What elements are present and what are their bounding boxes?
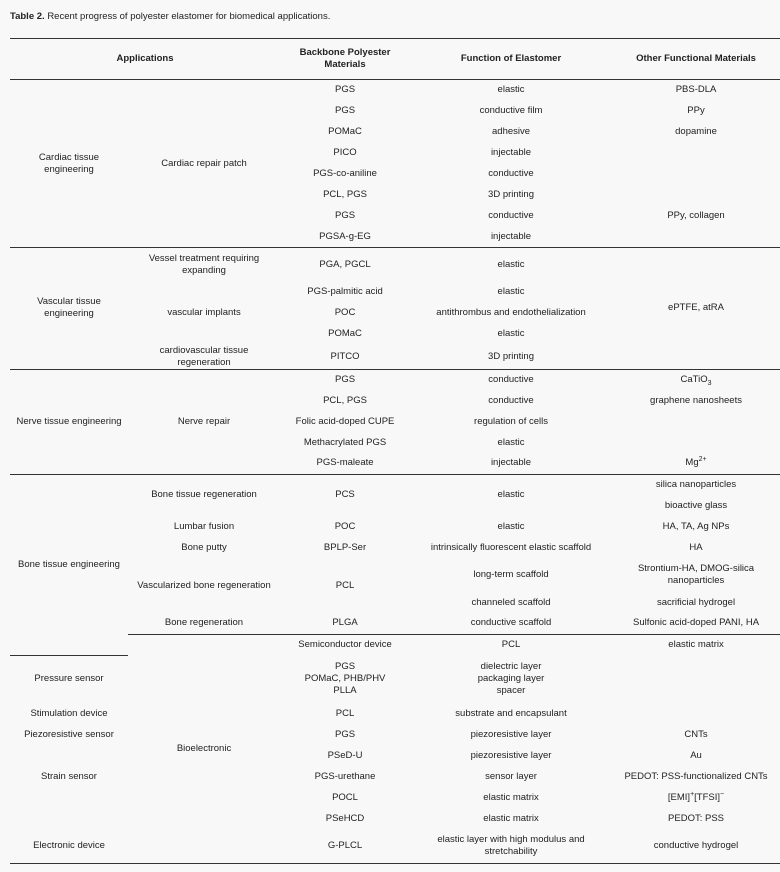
other-cell: graphene nanosheets	[650, 394, 742, 406]
other-cell: PBS-DLA	[675, 84, 717, 96]
function-cell: piezoresistive layer	[470, 749, 552, 761]
material-cell: POC	[334, 307, 356, 318]
function-cell: intrinsically fluorescent elastic scaffold	[430, 541, 592, 553]
material-cell: PCL	[335, 707, 355, 719]
material-cell: PGS-maleate	[280, 453, 410, 474]
other-cell	[612, 164, 780, 185]
app-cell	[10, 745, 128, 766]
function-cell: elastic	[497, 258, 525, 270]
material-cell: G-PLCL	[280, 829, 410, 863]
material-cell: POCL	[332, 791, 358, 803]
function-cell: injectable	[490, 147, 532, 158]
function-cell: elastic matrix	[668, 638, 724, 650]
other-cell	[612, 703, 780, 724]
app-cell: Lumbar fusion	[173, 520, 235, 532]
app-vessel-treatment: Vessel treatment requiring expanding	[148, 252, 260, 276]
table-row	[10, 703, 780, 724]
material-cell: PSeD-U	[327, 749, 363, 761]
app-cell: Bone tissue regeneration	[151, 489, 257, 501]
table-header-row	[10, 39, 780, 80]
other-cell: silica nanoparticles	[655, 478, 737, 490]
material-line: POMaC, PHB/PHV	[304, 673, 386, 684]
table-row	[10, 474, 780, 495]
polyester-elastomer-table	[10, 38, 780, 864]
group-cardiac: Cardiac tissue engineering	[10, 80, 128, 248]
app-cell: Pressure sensor	[34, 673, 104, 685]
function-line: dielectric layer	[480, 661, 542, 672]
table-caption-label: Table 2.	[10, 11, 45, 22]
other-cell: conductive hydrogel	[612, 829, 780, 863]
function-cell: regulation of cells	[474, 415, 548, 427]
function-cell: elastic matrix	[483, 791, 539, 803]
table-row	[10, 80, 780, 101]
function-cell: elastic matrix	[483, 812, 539, 824]
material-cell: PCS	[335, 489, 355, 501]
app-cardiac-repair-patch: Cardiac repair patch	[128, 80, 280, 248]
material-cell: PGA, PGCL	[319, 258, 371, 270]
table-row	[10, 787, 780, 808]
function-cell: conductive	[488, 394, 534, 406]
function-cell: injectable	[410, 227, 612, 248]
app-cell: Piezoresistive sensor	[24, 728, 114, 740]
material-line: PGS	[334, 661, 356, 672]
other-cell: HA	[689, 541, 703, 553]
app-cell: Strain sensor	[41, 770, 97, 782]
app-cell: Bone putty	[181, 541, 227, 553]
other-cell: HA, TA, Ag NPs	[662, 520, 730, 532]
function-cell: long-term scaffold	[473, 569, 549, 580]
function-cell: injectable	[410, 453, 612, 474]
superscript: +	[690, 790, 695, 798]
table-caption-text: Recent progress of polyester elastomer for biomedical applications.	[47, 11, 331, 22]
app-vascular-implants: vascular implants	[167, 307, 241, 318]
subscript: 3	[707, 379, 712, 387]
function-cell: 3D printing	[410, 345, 612, 370]
header-applications: Applications	[10, 39, 280, 80]
app-cell: Vascularized bone regeneration	[137, 579, 271, 591]
other-cell	[612, 453, 780, 474]
other-text: [TFSI]	[694, 791, 721, 803]
material-cell: Methacrylated PGS	[303, 436, 387, 448]
other-cell: PPy	[687, 105, 705, 116]
material-cell: PICO	[333, 147, 357, 158]
other-cell: dopamine	[675, 126, 717, 137]
table-row	[10, 369, 780, 390]
material-cell: PGS	[334, 105, 356, 116]
app-cell	[10, 808, 128, 829]
function-cell: conductive scaffold	[410, 613, 612, 634]
material-cell: PITCO	[280, 345, 410, 370]
function-cell: conductive	[488, 168, 534, 179]
other-cell: CNTs	[684, 728, 708, 740]
other-cell	[612, 143, 780, 164]
function-cell	[410, 655, 612, 703]
function-cell: conductive	[488, 210, 534, 221]
material-cell: PCL	[501, 638, 521, 650]
material-cell: PGS-palmitic acid	[307, 286, 383, 297]
other-cell: PEDOT: PSS-functionalized CNTs	[624, 770, 768, 782]
function-cell: sensor layer	[485, 770, 537, 782]
function-cell: conductive film	[479, 105, 543, 116]
table-row	[10, 745, 780, 766]
material-cell: PGS	[334, 728, 356, 740]
material-cell: PGSA-g-EG	[280, 227, 410, 248]
table-row	[10, 724, 780, 745]
material-cell: POMaC	[328, 328, 362, 339]
other-cell	[612, 185, 780, 206]
material-cell: PCL, PGS	[323, 189, 367, 200]
material-cell	[280, 655, 410, 703]
superscript: −	[720, 790, 725, 798]
group-bone: Bone tissue engineering	[10, 474, 128, 655]
table-row	[10, 766, 780, 787]
app-cell	[10, 787, 128, 808]
function-cell: elastic	[497, 286, 525, 297]
other-text: [EMI]	[667, 791, 691, 803]
table-caption	[10, 11, 330, 22]
header-function: Function of Elastomer	[410, 39, 612, 80]
header-backbone: Backbone Polyester Materials	[280, 39, 410, 80]
material-cell: PGS-urethane	[314, 770, 376, 782]
function-cell: elastic	[497, 84, 525, 96]
header-other: Other Functional Materials	[612, 39, 780, 80]
other-cell	[612, 432, 780, 453]
material-cell: PGS	[334, 373, 356, 385]
other-cell: Sulfonic acid-doped PANI, HA	[612, 613, 780, 634]
other-cell: Strontium-HA, DMOG-silica nanoparticles	[637, 563, 755, 586]
material-cell: PSeHCD	[325, 812, 365, 824]
material-cell: PCL, PGS	[323, 394, 367, 406]
other-cell: ePTFE, atRA	[612, 248, 780, 370]
other-cell: sacrificial hydrogel	[656, 596, 736, 608]
table-row	[10, 248, 780, 282]
table-row	[10, 655, 780, 703]
material-cell: BPLP-Ser	[323, 541, 367, 553]
app-cardiovascular-regeneration: cardiovascular tissue regeneration	[128, 345, 280, 370]
material-cell: POMaC	[328, 126, 362, 137]
function-cell: 3D printing	[488, 189, 534, 200]
material-line: PLLA	[333, 685, 357, 696]
superscript: 2+	[698, 456, 707, 464]
table-row	[10, 829, 780, 863]
app-nerve-repair: Nerve repair	[128, 369, 280, 474]
function-line: packaging layer	[477, 673, 545, 684]
material-cell: PCL	[335, 579, 355, 591]
function-cell: antithrombus and endothelialization	[436, 307, 586, 318]
function-cell: substrate and encapsulant	[455, 707, 567, 719]
other-cell: Au	[690, 749, 702, 761]
material-cell: PGS	[334, 210, 356, 221]
function-cell: elastic	[497, 328, 525, 339]
function-cell: elastic	[497, 520, 525, 532]
group-nerve: Nerve tissue engineering	[10, 369, 128, 474]
material-cell: PLGA	[280, 613, 410, 634]
function-cell: elastic	[497, 436, 525, 448]
function-line: spacer	[496, 685, 526, 696]
other-cell	[612, 411, 780, 432]
other-cell	[612, 227, 780, 248]
material-cell: Folic acid-doped CUPE	[295, 415, 395, 427]
app-cell: Bone regeneration	[128, 613, 280, 634]
other-cell	[612, 655, 780, 703]
other-text: Mg	[685, 457, 699, 469]
function-cell: adhesive	[492, 126, 531, 137]
function-cell: channeled scaffold	[471, 596, 551, 608]
function-cell: conductive	[488, 373, 534, 385]
group-bioelectronic: Bioelectronic	[128, 634, 280, 863]
other-cell: PPy, collagen	[667, 210, 725, 221]
other-cell: PEDOT: PSS	[668, 812, 724, 824]
group-vascular: Vascular tissue engineering	[10, 248, 128, 370]
function-cell: elastic	[497, 489, 525, 501]
other-cell	[612, 369, 780, 390]
table-row	[10, 808, 780, 829]
material-cell: PGS	[334, 84, 356, 96]
other-cell: bioactive glass	[664, 499, 728, 511]
app-cell: Stimulation device	[30, 707, 108, 719]
other-text: CaTiO	[680, 373, 708, 385]
app-cell: Semiconductor device	[298, 638, 392, 650]
material-cell: PGS-co-aniline	[313, 168, 377, 179]
function-cell: piezoresistive layer	[470, 728, 552, 740]
other-cell	[612, 787, 780, 808]
function-cell: elastic layer with high modulus and stretchability	[410, 829, 612, 863]
app-cell: Electronic device	[10, 829, 128, 863]
material-cell: POC	[334, 520, 356, 532]
